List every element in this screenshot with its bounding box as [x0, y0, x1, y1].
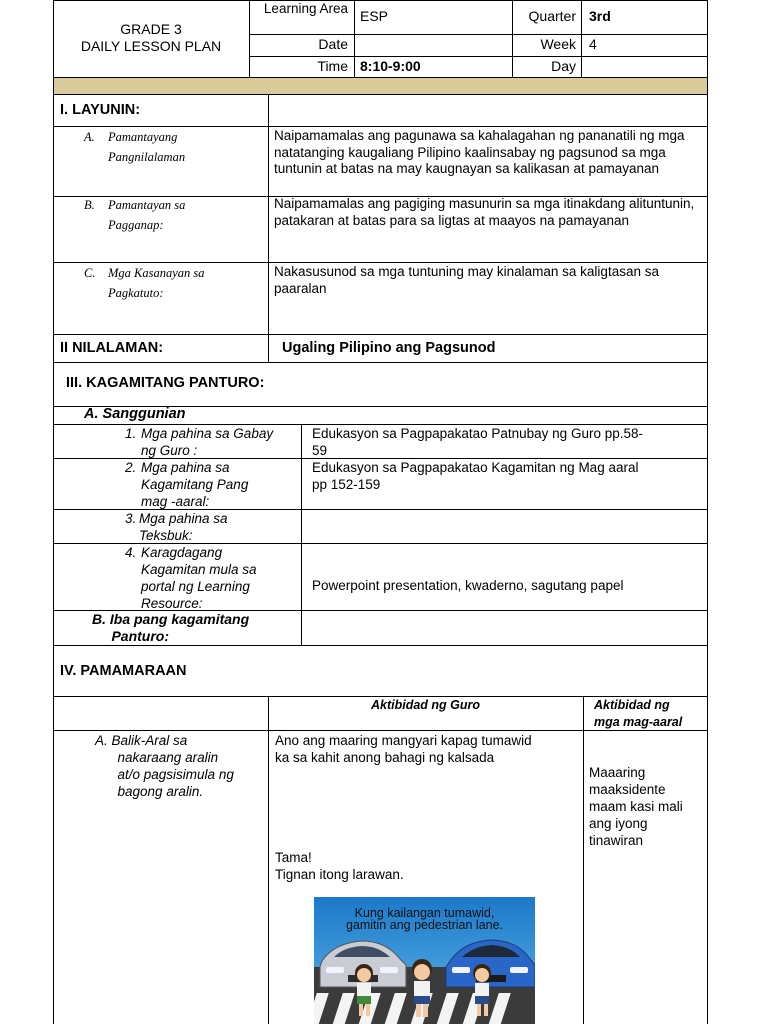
section-nilalaman-title: II NILALAMAN: [60, 340, 164, 356]
aktibidad-ng-guro-header: Aktibidad ng Guro [370, 698, 481, 712]
kagamitang-pang-mag-aaral-value: Edukasyon sa Pagpapakatao Kagamitan ng Mag aaral pp 152-159 [312, 460, 639, 492]
pedestrian-lane-poster [314, 897, 535, 1024]
pamantayan-sa-pagganap-text: Naipamamalas ang pagiging masunurin sa mga itinakdang alituntunin, patakaran at batas para sa ligtas at maayos na pamayanan [274, 196, 699, 228]
week-value: 4 [589, 36, 597, 52]
teacher-response: Tama! Tignan itong larawan. [275, 850, 404, 882]
time-value: 8:10-9:00 [360, 58, 421, 74]
nilalaman-content: Ugaling Pilipino ang Pagsunod [282, 340, 496, 356]
section-pamamaraan-title: IV. PAMAMARAAN [60, 663, 187, 679]
balik-aral-label: A. Balik-Aral sa nakaraang aralin at/o pagsisimula ng bagong aralin. [95, 733, 234, 799]
quarter-label: Quarter [528, 8, 576, 24]
pamantayan-sa-pagganap-label: Pamantayan sa Pagganap: [108, 198, 186, 232]
row3-number: 3. [125, 511, 137, 526]
karagdagang-kagamitan-label: Karagdagang Kagamitan mula sa portal ng Learning Resource: [141, 545, 257, 611]
item-a-letter: A. [84, 130, 95, 144]
gabay-ng-guro-label: Mga pahina sa Gabay ng Guro : [141, 426, 274, 458]
sanggunian-title: A. Sanggunian [84, 406, 186, 422]
day-label: Day [551, 58, 576, 74]
kagamitang-pang-mag-aaral-label: Mga pahina sa Kagamitang Pang mag -aaral: [141, 460, 249, 509]
iba-pang-kagamitang-panturo-label: B. Iba pang kagamitang Panturo: [92, 611, 250, 644]
pamantayang-pangnilalaman-label: Pamantayang Pangnilalaman [108, 130, 186, 164]
time-label: Time [317, 58, 348, 74]
poster-caption: Kung kailangan tumawid, gamitin ang pedestrian lane. [345, 906, 504, 932]
row2-number: 2. [125, 460, 137, 475]
row4-number: 4. [125, 545, 137, 560]
section-layunin-title: I. LAYUNIN: [60, 102, 141, 118]
separator-band [54, 78, 707, 94]
student-response: Maaaring maaksidente maam kasi mali ang iyong tinawiran [589, 765, 683, 848]
pamantayang-pangnilalaman-text: Naipamamalas ang pagunawa sa kahalagahan ng pananatili ng mga natatanging kaugaliang Pilipino kaalinsabay ng pagsunod sa mga tuntunin at batas na may kaugnayan sa kalikasan at pamayanan [274, 128, 689, 176]
item-b-letter: B. [84, 198, 95, 212]
date-label: Date [318, 36, 348, 52]
learning-area-label: Learning Area [263, 1, 348, 16]
row1-number: 1. [125, 426, 137, 441]
kasanayan-sa-pagkatuto-text: Nakasusunod sa mga tuntuning may kinalaman sa kaligtasan sa paaralan [274, 264, 663, 296]
quarter-value: 3rd [589, 8, 611, 24]
kasanayan-sa-pagkatuto-label: Mga Kasanayan sa Pagkatuto: [108, 266, 205, 300]
aktibidad-ng-mag-aaral-header: Aktibidad ng mga mag-aaral [594, 698, 683, 729]
teksbuk-label: Mga pahina sa Teksbuk: [139, 511, 228, 543]
grade-label: GRADE 3 [120, 21, 182, 37]
section-kagamitang-title: III. KAGAMITANG PANTURO: [66, 375, 265, 391]
gabay-ng-guro-value: Edukasyon sa Pagpapakatao Patnubay ng Guro pp.58- 59 [312, 426, 643, 458]
learning-area-value: ESP [360, 8, 389, 24]
karagdagang-kagamitan-value: Powerpoint presentation, kwaderno, sagutang papel [312, 578, 624, 593]
item-c-letter: C. [84, 266, 96, 280]
teacher-question: Ano ang maaring mangyari kapag tumawid ka sa kahit anong bahagi ng kalsada [275, 733, 532, 765]
week-label: Week [540, 36, 576, 52]
daily-lesson-plan-label: DAILY LESSON PLAN [80, 38, 222, 54]
